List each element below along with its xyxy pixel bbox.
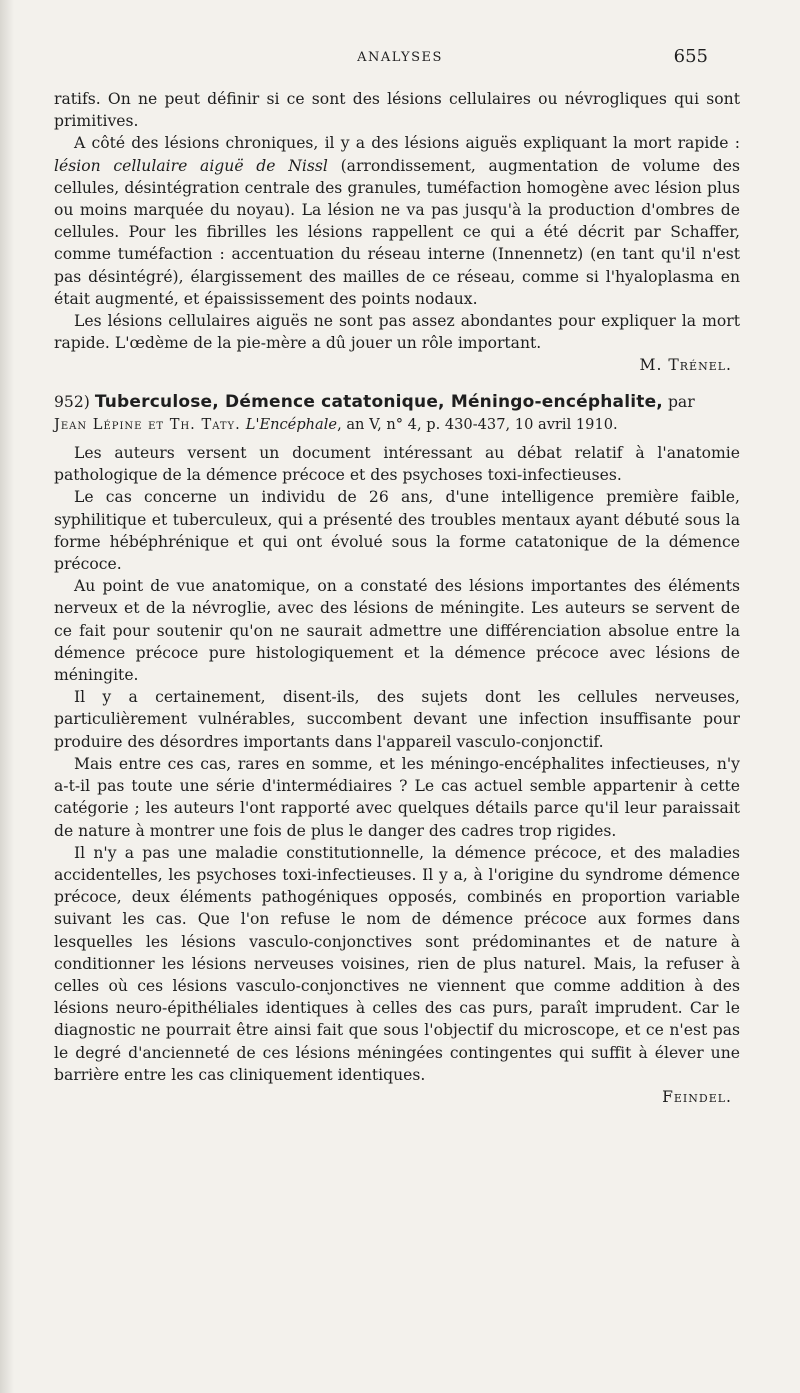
previous-paragraph-2-a: A côté des lésions chroniques, il y a des lésions aiguës expliquant la mort rapide :: [74, 134, 740, 153]
entry-authors: Jean Lépine et Th. Taty.: [54, 415, 241, 433]
entry-par: par: [667, 392, 695, 411]
section-gap: [54, 377, 740, 391]
entry-title: Tuberculose, Démence catatonique, Méningo-encéphalite,: [94, 391, 663, 412]
body-text: [54, 88, 740, 1108]
page-edge-shadow: [0, 0, 14, 1393]
page-number: 655: [673, 46, 708, 67]
previous-signature: M. Trénel.: [639, 356, 732, 375]
entry-paragraph-6: Il n'y a pas une maladie constitutionnelle, la démence précoce, et des maladies accidentelles, les psychoses toxi-infectieuses. Il y a, à l'origine du syndrome démence précoce, deux éléments pathogéniques opposés, combinés en proportion variable suivant les cas. Que l'on refuse le nom de démence précoce aux formes dans lesquelles les lésions vasculo-conjonctives sont prédominantes et de nature à conditionner les lésions nerveuses voisines, rien de plus naturel. Mais, la refuser à celles où ces lésions vasculo-conjonctives ne viennent que comme addition à des lésions neuro-épithéliales identiques à celles des cas purs, paraît imprudent. Car le diagnostic ne pourrait être ainsi fait que sous l'objectif du microscope, et ce n'est pas le degré d'ancienneté de ces lésions méningées contingentes qui suffit à élever une barrière entre les cas cliniquement identiques.: [54, 843, 740, 1084]
entry-journal: L'Encéphale: [245, 415, 338, 433]
entry-signature: Feindel.: [662, 1087, 732, 1106]
entry-paragraph-5: Mais entre ces cas, rares en somme, et les méningo-encéphalites infectieuses, n'y a-t-il pas toute une série d'intermédiaires ? Le cas actuel semble appartenir à cette catégorie ; les auteurs l'ont rapporté avec quelques détails parce qu'il leur paraissait de nature à montrer une fois de plus le danger des cadres trop rigides.: [54, 754, 740, 840]
previous-paragraph-2: [54, 132, 740, 310]
nissl-lesion-term: lésion cellulaire aiguë de Nissl: [54, 156, 328, 175]
entry-paragraph-2: Le cas concerne un individu de 26 ans, d'une intelligence première faible, syphilitique et tuberculeux, qui a présenté des troubles mentaux ayant débuté sous la forme hébéphrénique et qui ont évolué sous la forme catatonique de la démence précoce.: [54, 488, 740, 574]
entry-number: 952): [54, 392, 90, 411]
running-head-title: ANALYSES: [357, 50, 443, 65]
running-head: [0, 44, 800, 74]
previous-paragraph-1: ratifs. On ne peut définir si ce sont des lésions cellulaires ou névrogliques qui sont primitives.: [54, 90, 740, 131]
entry-paragraph-1: Les auteurs versent un document intéressant au débat relatif à l'anatomie pathologique de la démence précoce et des psychoses toxi-infectieuses.: [54, 444, 740, 485]
previous-paragraph-2-b: (arrondissement, augmentation de volume des cellules, désintégration centrale des granules, tuméfaction homogène avec lésion plus ou moins marquée du noyau). La lésion ne va pas jusqu'à la production d'ombres de cellules. Pour les fibrilles les lésions rappellent ce qui a été décrit par Schaffer, comme tuméfaction : accentuation du réseau interne (Innennetz) (en tant qu'il n'est pas désintégré), élargissement des mailles de ce réseau, comme si l'hyaloplasma en était augmenté, et épaississement des points nodaux.: [54, 156, 740, 308]
entry-paragraph-4: Il y a certainement, disent-ils, des sujets dont les cellules nerveuses, particulièrement vulnérables, succombent devant une infection insuffisante pour produire des désordres importants dans l'appareil vasculo-conjonctif.: [54, 688, 740, 751]
previous-paragraph-3: Les lésions cellulaires aiguës ne sont pas assez abondantes pour expliquer la mort rapide. L'œdème de la pie-mère a dû jouer un rôle important.: [54, 312, 740, 353]
entry-paragraph-3: Au point de vue anatomique, on a constaté des lésions importantes des éléments nerveux et de la névroglie, avec des lésions de méningite. Les auteurs se servent de ce fait pour soutenir qu'on ne saurait admettre une différenciation absolue entre la démence précoce pure histologiquement et la démence précoce avec lésions de méningite.: [54, 577, 740, 685]
entry-heading: [54, 391, 740, 436]
entry-citation: , an V, n° 4, p. 430-437, 10 avril 1910.: [337, 415, 618, 433]
